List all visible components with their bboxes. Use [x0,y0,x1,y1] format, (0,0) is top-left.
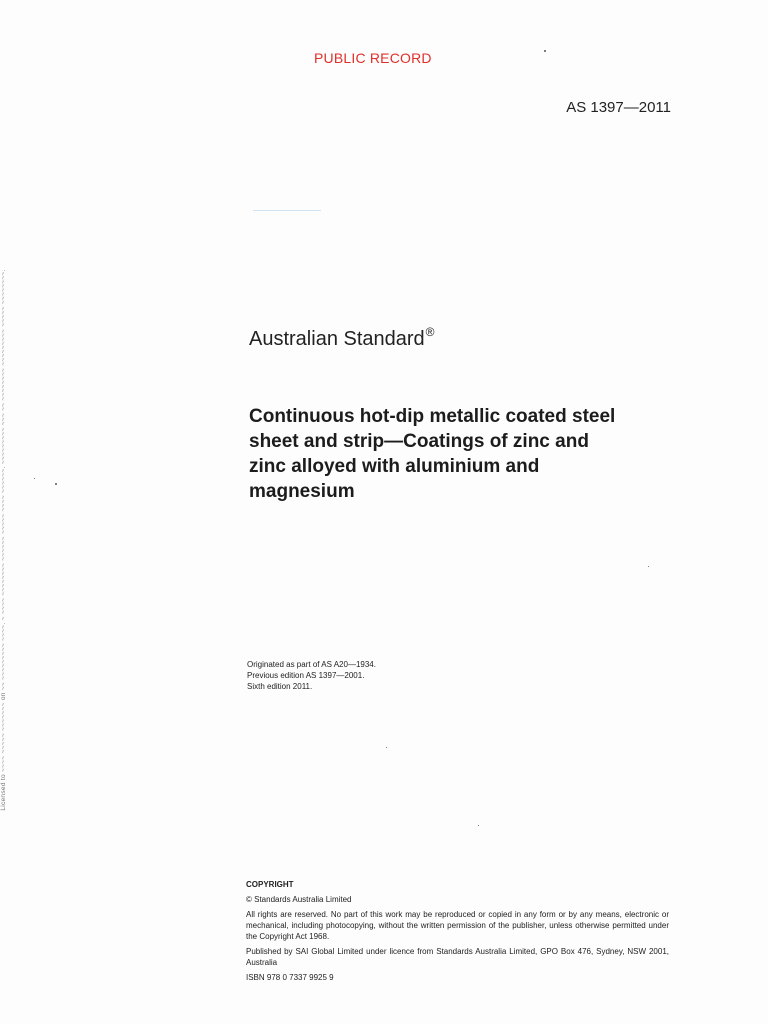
title-line: sheet and strip—Coatings of zinc and [249,431,589,452]
scan-speck [478,825,479,826]
brand-heading [249,325,435,351]
copyright-rights: All rights are reserved. No part of this work may be reproduced or copied in any form or by any means, electronic or mechanical, including photocopying, without the written permission of the publisher, unless otherwise permitted under the Copyright Act 1968. [246,910,669,941]
edition-line: Sixth edition 2011. [247,682,313,691]
copyright-publisher: Published by SAI Global Limited under licence from Standards Australia Limited, GPO Box 476, Sydney, NSW 2001, Australia [246,947,669,967]
registered-mark: ® [425,325,435,339]
scan-speck [386,747,387,748]
licence-watermark-scribble: Licensed to ~~~~ ~~~~~ ~~~~~~~ on ~~ ~~~~~~~~~ ~~~~. ~ ~~~~ ~~~~~~~~ ~~~~~~ ~~~~~ ~~~~ ~~~~~~. ~~~~~~~~~ ~~~ ~~ ~~~~~~~~ ~~~~~~~~~ ~~~~~ ~~~~~~~~. [0,269,7,811]
scan-speck [55,483,57,485]
title-line: magnesium [249,481,355,502]
scan-speck [648,566,649,567]
edition-history [247,659,376,692]
document-title [249,404,689,504]
public-record-stamp: PUBLIC RECORD [314,50,432,66]
scan-speck [544,50,546,52]
brand-name: Australian Standard [249,328,425,350]
copyright-owner: © Standards Australia Limited [246,895,352,904]
edition-line: Previous edition AS 1397—2001. [247,671,365,680]
title-line: zinc alloyed with aluminium and [249,456,540,477]
standard-number: AS 1397—2011 [566,99,671,116]
edition-line: Originated as part of AS A20—1934. [247,660,376,669]
title-line: Continuous hot-dip metallic coated steel [249,406,616,427]
licence-watermark [0,210,8,870]
decorative-rule [253,210,321,211]
copyright-heading: COPYRIGHT [246,880,294,889]
copyright-isbn: ISBN 978 0 7337 9925 9 [246,973,334,982]
scan-speck [34,478,35,479]
copyright-block [246,879,669,987]
